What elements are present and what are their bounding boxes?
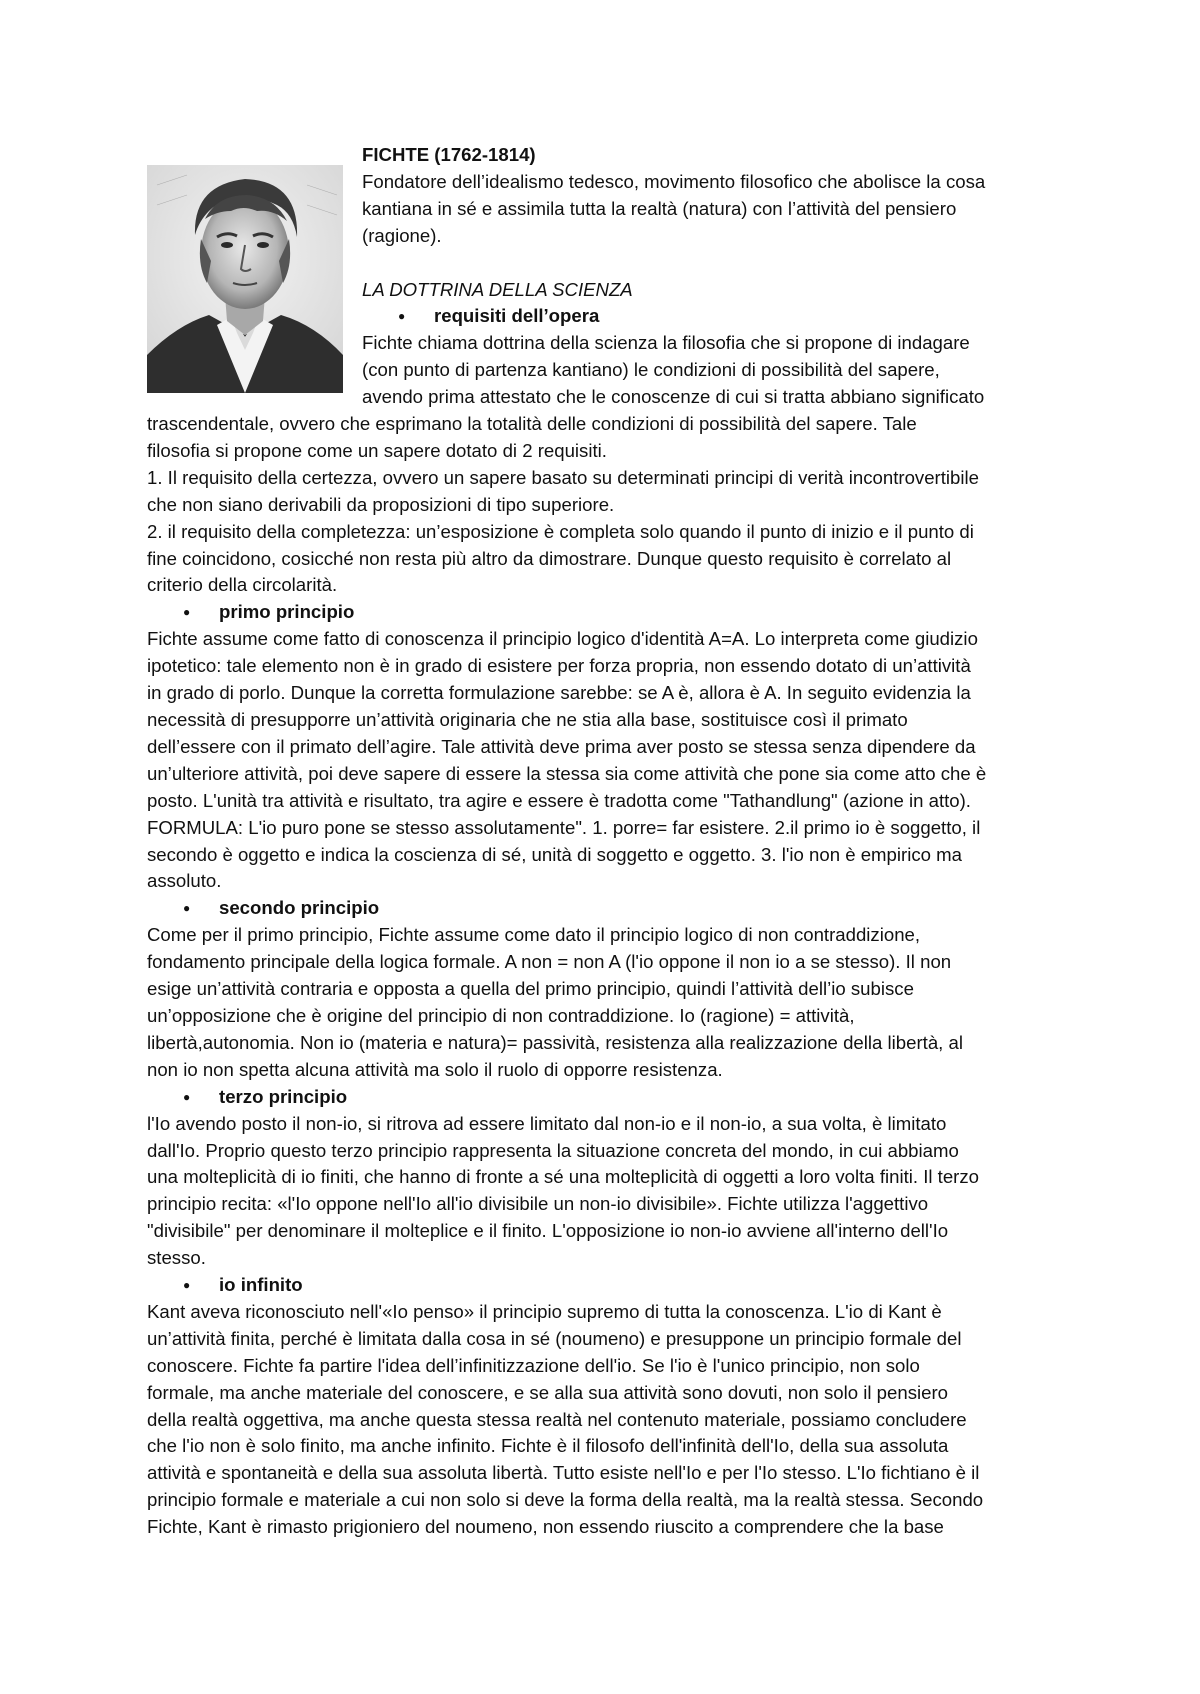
bullet-label: requisiti dell’opera [434, 305, 600, 327]
text-line: che l'io non è solo finito, ma anche infinito. Fichte è il filosofo dell'infinità dell'Io, della sua assoluta [147, 1435, 949, 1457]
text-line: stesso. [147, 1247, 206, 1269]
text-line: Fichte assume come fatto di conoscenza il principio logico d'identità A=A. Lo interpreta come giudizio [147, 628, 978, 650]
bullet-heading-infinito [147, 1272, 1077, 1299]
text-line: Come per il primo principio, Fichte assume come dato il principio logico di non contraddizione, [147, 924, 921, 946]
text-line: FORMULA: L'io puro pone se stesso assolutamente". 1. porre= far esistere. 2.il primo io è soggetto, il [147, 816, 981, 838]
intro-line: (ragione). [362, 224, 442, 246]
text-line: della realtà oggettiva, ma anche questa stessa realtà nel contenuto materiale, possiamo concludere [147, 1408, 967, 1430]
text-line: che non siano derivabili da proposizioni di tipo superiore. [147, 493, 615, 515]
text-line: dall'Io. Proprio questo terzo principio rappresenta la situazione concreta del mondo, in cui abbiamo [147, 1139, 959, 1161]
text-line: criterio della circolarità. [147, 574, 338, 596]
document-title: FICHTE (1762-1814) [362, 144, 536, 165]
bullet-heading-requisiti [147, 303, 1077, 330]
bullet-heading-primo [147, 599, 1077, 626]
text-line: attività e spontaneità e della sua assoluta libertà. Tutto esiste nell'Io e per l'Io stesso. L'Io fichtiano è il [147, 1462, 980, 1484]
text-line: Fichte, Kant è rimasto prigioniero del noumeno, non essendo riuscito a comprendere che la base [147, 1516, 944, 1538]
bullet-label: primo principio [219, 601, 355, 623]
text-line: conoscere. Fichte fa partire l'idea dell’infinitizzazione dell'io. Se l'io è l'unico principio, non solo [147, 1354, 920, 1376]
bullet-heading-terzo [147, 1084, 1077, 1111]
bullet-icon: ● [398, 309, 406, 324]
bullet-icon: ● [183, 1089, 191, 1104]
bullet-heading-secondo [147, 895, 1077, 922]
text-line: 2. il requisito della completezza: un’esposizione è completa solo quando il punto di inizio e il punto di [147, 520, 974, 542]
bullet-icon: ● [183, 1278, 191, 1293]
text-line: filosofia si propone come un sapere dotato di 2 requisiti. [147, 439, 607, 461]
text-line: "divisibile" per denominare il molteplice e il finito. L'opposizione io non-io avviene all'interno dell'Io [147, 1220, 949, 1242]
text-line: ipotetico: tale elemento non è in grado di esistere per forza propria, non essendo dotato di un’attività [147, 655, 971, 677]
text-line: 1. Il requisito della certezza, ovvero un sapere basato su determinati principi di verità incontrovertibile [147, 466, 979, 488]
document-body [147, 142, 1077, 1541]
section-title: LA DOTTRINA DELLA SCIENZA [362, 278, 633, 300]
text-line: principio recita: «l'Io oppone nell'Io all'io divisibile un non-io divisibile». Fichte utilizza l'aggettivo [147, 1193, 929, 1215]
text-line: l'Io avendo posto il non-io, si ritrova ad essere limitato dal non-io e il non-io, a sua volta, è limitato [147, 1112, 947, 1134]
intro-line: Fondatore dell’idealismo tedesco, movimento filosofico che abolisce la cosa [362, 170, 986, 192]
text-line: Fichte chiama dottrina della scienza la filosofia che si propone di indagare [362, 332, 970, 354]
text-line: libertà,autonomia. Non io (materia e natura)= passività, resistenza alla realizzazione della libertà, al [147, 1031, 963, 1053]
bullet-label: io infinito [219, 1274, 303, 1296]
text-line: formale, ma anche materiale del conoscere, e se alla sua attività sono dovuti, non solo il pensiero [147, 1381, 949, 1403]
bullet-label: secondo principio [219, 897, 380, 919]
text-line: avendo prima attestato che le conoscenze di cui si tratta abbiano significato [362, 386, 985, 408]
text-line: una molteplicità di io finiti, che hanno di fronte a sé una molteplicità di oggetti a loro volta finiti. Il terzo [147, 1166, 980, 1188]
text-line: esige un’attività contraria e opposta a quella del primo principio, quindi l’attività dell’io subisce [147, 978, 914, 1000]
text-line: dell’essere con il primato dell’agire. Tale attività deve prima aver posto se stessa senza dipendere da [147, 735, 976, 757]
text-line: Kant aveva riconosciuto nell'«Io penso» il principio supremo di tutta la conoscenza. L'io di Kant è [147, 1300, 942, 1322]
text-line: in grado di porlo. Dunque la corretta formulazione sarebbe: se A è, allora è A. In seguito evidenzia la [147, 682, 971, 704]
text-line: trascendentale, ovvero che esprimano la totalità delle condizioni di possibilità del sapere. Tale [147, 413, 917, 435]
intro-line: kantiana in sé e assimila tutta la realtà (natura) con l’attività del pensiero [362, 197, 957, 219]
bullet-icon: ● [183, 901, 191, 916]
text-line: secondo è oggetto e indica la coscienza di sé, unità di soggetto e oggetto. 3. l'io non è empirico ma [147, 843, 962, 865]
text-line: un’attività finita, perché è limitata dalla cosa in sé (noumeno) e presuppone un principio formale del [147, 1327, 962, 1349]
text-line: non io non spetta alcuna attività ma solo il ruolo di opporre resistenza. [147, 1058, 723, 1080]
text-line: posto. L'unità tra attività e risultato, tra agire e essere è tradotta come "Tathandlung" (azione in atto). [147, 789, 971, 811]
bullet-icon: ● [183, 605, 191, 620]
text-line: fine coincidono, cosicché non resta più altro da dimostrare. Dunque questo requisito è correlato al [147, 547, 952, 569]
text-line: fondamento principale della logica formale. A non = non A (l'io oppone il non io a se stesso). Il non [147, 951, 952, 973]
text-line: un’ulteriore attività, poi deve sapere di essere la stessa sia come attività che pone sia come atto che è [147, 762, 987, 784]
text-line: assoluto. [147, 870, 222, 892]
text-line: (con punto di partenza kantiano) le condizioni di possibilità del sapere, [362, 359, 940, 381]
text-line: principio formale e materiale a cui non solo si deve la forma della realtà, ma la realtà stessa. Secondo [147, 1489, 984, 1511]
text-line: un’opposizione che è origine del principio di non contraddizione. Io (ragione) = attività, [147, 1004, 855, 1026]
text-line: necessità di presupporre un’attività originaria che ne stia alla base, sostituisce così il primato [147, 709, 908, 731]
bullet-label: terzo principio [219, 1085, 348, 1107]
